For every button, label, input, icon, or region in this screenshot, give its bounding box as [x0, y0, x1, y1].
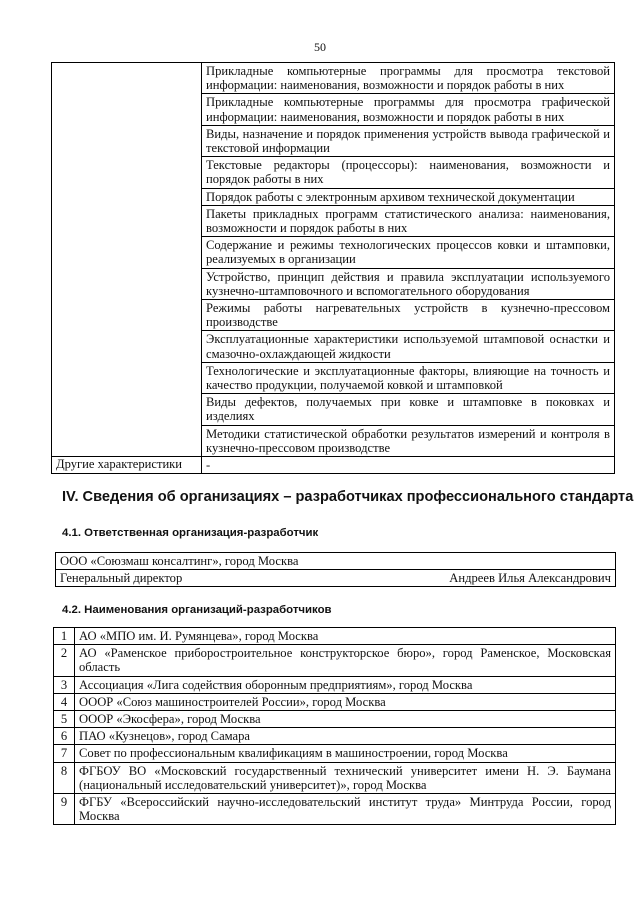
signatory-cell [56, 570, 616, 587]
page-number: 50 [314, 40, 326, 54]
responsible-org-name: ООО «Союзмаш консалтинг», город Москва [56, 553, 616, 570]
developer-orgs-heading: 4.2. Наименования организаций-разработчиков [62, 604, 332, 616]
knowledge-item: Прикладные компьютерные программы для просмотра текстовой информации: наименования, возможности и порядок работы в них [202, 63, 615, 94]
table-row [56, 553, 616, 570]
table-row [54, 676, 616, 693]
table-row [52, 457, 615, 474]
table-row [54, 762, 616, 793]
org-name: ФГБОУ ВО «Московский государственный технический университет имени Н. Э. Баумана (национальный исследовательский университет)», город Москва [75, 762, 616, 793]
knowledge-item: Технологические и эксплуатационные факторы, влияющие на точность и качество продукции, получаемой ковкой и штамповкой [202, 362, 615, 393]
knowledge-item: Пакеты прикладных программ статистического анализа: наименования, возможности и порядок работы в них [202, 205, 615, 236]
knowledge-item: Порядок работы с электронным архивом технической документации [202, 188, 615, 205]
table-row [54, 728, 616, 745]
section-title: IV. Сведения об организациях – разработчиках профессионального стандарта [62, 489, 634, 505]
signatory-position: Генеральный директор [60, 571, 183, 586]
org-name: ОООР «Союз машиностроителей России», город Москва [75, 693, 616, 710]
table-row [54, 745, 616, 762]
row-number: 4 [54, 693, 75, 710]
left-column-cell [52, 63, 202, 457]
table-row [52, 63, 615, 94]
table-row [54, 794, 616, 825]
knowledge-item: Методики статистической обработки результатов измерений и контроля в кузнечно-прессовом производстве [202, 425, 615, 456]
table-row [54, 645, 616, 676]
org-name: ФГБУ «Всероссийский научно-исследовательский институт труда» Минтруда России, город Москва [75, 794, 616, 825]
developer-orgs-table [53, 627, 616, 825]
knowledge-item: Эксплуатационные характеристики используемой штамповой оснастки и смазочно-охлаждающей жидкости [202, 331, 615, 362]
table-row [54, 711, 616, 728]
other-characteristics-value: - [202, 457, 615, 474]
knowledge-item: Содержание и режимы технологических процессов ковки и штамповки, реализуемых в организации [202, 237, 615, 268]
table-row [54, 693, 616, 710]
responsible-org-heading: 4.1. Ответственная организация-разработчик [62, 527, 319, 539]
requirements-table [51, 62, 615, 474]
knowledge-item: Виды дефектов, получаемых при ковке и штамповке в поковках и изделиях [202, 394, 615, 425]
row-number: 9 [54, 794, 75, 825]
other-characteristics-label: Другие характеристики [52, 457, 202, 474]
table-row [54, 628, 616, 645]
knowledge-item: Виды, назначение и порядок применения устройств вывода графической и текстовой информации [202, 125, 615, 156]
org-name: Ассоциация «Лига содействия оборонным предприятиям», город Москва [75, 676, 616, 693]
row-number: 5 [54, 711, 75, 728]
row-number: 6 [54, 728, 75, 745]
org-name: ПАО «Кузнецов», город Самара [75, 728, 616, 745]
org-name: Совет по профессиональным квалификациям в машиностроении, город Москва [75, 745, 616, 762]
org-name: АО «Раменское приборостроительное конструкторское бюро», город Раменское, Московская область [75, 645, 616, 676]
knowledge-item: Режимы работы нагревательных устройств в кузнечно-прессовом производстве [202, 300, 615, 331]
responsible-org-table [55, 552, 616, 587]
knowledge-item: Устройство, принцип действия и правила эксплуатации используемого кузнечно-штамповочного и вспомогательного оборудования [202, 268, 615, 299]
row-number: 3 [54, 676, 75, 693]
knowledge-item: Текстовые редакторы (процессоры): наименования, возможности и порядок работы в них [202, 157, 615, 188]
org-name: АО «МПО им. И. Румянцева», город Москва [75, 628, 616, 645]
row-number: 2 [54, 645, 75, 676]
table-row [56, 570, 616, 587]
signatory-name: Андреев Илья Александрович [449, 571, 611, 586]
row-number: 1 [54, 628, 75, 645]
org-name: ОООР «Экосфера», город Москва [75, 711, 616, 728]
knowledge-item: Прикладные компьютерные программы для просмотра графической информации: наименования, возможности и порядок работы в них [202, 94, 615, 125]
row-number: 7 [54, 745, 75, 762]
row-number: 8 [54, 762, 75, 793]
